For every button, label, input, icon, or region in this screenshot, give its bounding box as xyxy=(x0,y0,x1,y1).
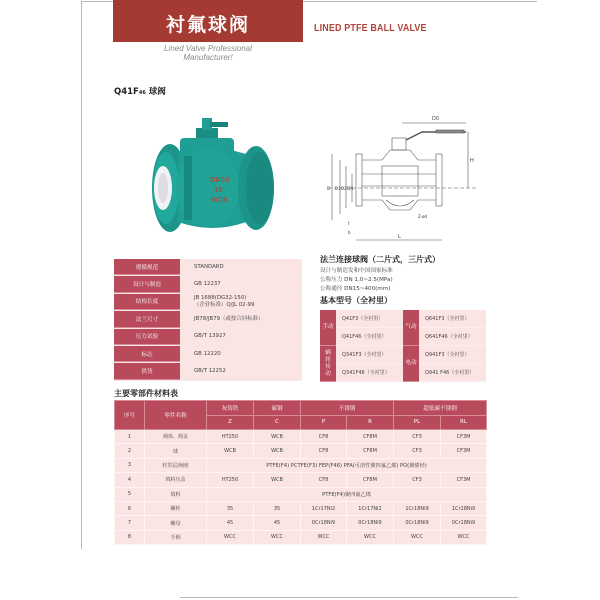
table-row xyxy=(115,444,487,458)
spec-value: GB 12220 xyxy=(180,346,302,362)
spec-row xyxy=(114,329,302,346)
cell: 35 xyxy=(254,501,301,515)
valve-photo xyxy=(118,110,298,250)
tagline-line-2: Manufacturer! xyxy=(183,53,233,62)
cell: CF3 xyxy=(394,444,441,458)
table-row xyxy=(115,487,487,501)
svg-text:D2: D2 xyxy=(341,186,347,191)
model-item: Q41F3（全衬里） xyxy=(336,310,403,328)
cell-no: 5 xyxy=(115,487,145,501)
cell: 0Cr18Ni9 xyxy=(347,516,394,530)
title-en: LINED PTFE BALL VALVE xyxy=(314,22,427,34)
cell: CF8M xyxy=(347,473,394,487)
cell-part: 阀体、阀盖 xyxy=(145,430,207,444)
cell: WCC xyxy=(394,530,441,544)
tagline-line-1: Lined Valve Professional xyxy=(164,44,252,53)
model-group-label: 手动 xyxy=(320,310,336,346)
cell: CF8 xyxy=(301,444,347,458)
cell: CF3 xyxy=(394,473,441,487)
spec-label: 设计与制造 xyxy=(114,276,180,292)
spec-value: JB78/JB79（或按合同标准） xyxy=(180,311,302,327)
model-group-label: 气动 xyxy=(403,310,419,346)
materials-table xyxy=(114,400,487,545)
svg-text:D1: D1 xyxy=(335,186,341,191)
spec-value xyxy=(180,294,302,310)
svg-text:b: b xyxy=(348,230,351,235)
model-item: Q941 F46（全衬里） xyxy=(419,364,486,382)
table-row xyxy=(115,530,487,544)
cell: WCB xyxy=(254,444,301,458)
flange-title: 法兰连接球阀（二片式，三片式） xyxy=(320,255,440,264)
table-row xyxy=(115,501,487,515)
table-row xyxy=(115,473,487,487)
svg-text:WCB: WCB xyxy=(211,196,228,204)
spec-label: 标志 xyxy=(114,346,180,362)
spec-label: 压力试验 xyxy=(114,329,180,345)
cell: 0Cr18Ni9 xyxy=(301,516,347,530)
svg-text:Z-ød: Z-ød xyxy=(418,214,428,219)
cell: CF3M xyxy=(441,444,487,458)
cell-part: 螺栓 xyxy=(145,501,207,515)
code: C xyxy=(254,415,301,430)
cell: WCC xyxy=(441,530,487,544)
model-prefix: Q41F xyxy=(114,87,139,97)
cell: WCB xyxy=(254,473,301,487)
spec-value: GB/T 13927 xyxy=(180,329,302,345)
cell: CF8 xyxy=(301,473,347,487)
cell-part: 球 xyxy=(145,444,207,458)
cell-part: 填料压盖 xyxy=(145,473,207,487)
model-suffix: 球阀 xyxy=(145,87,166,97)
spec-table xyxy=(114,259,302,381)
cell-part: 衬里层/阀座 xyxy=(145,458,207,472)
spec-row xyxy=(114,276,302,293)
model-item: Q341F3（全衬里） xyxy=(336,346,403,364)
header-no: 序号 xyxy=(115,401,145,430)
cell: 45 xyxy=(254,516,301,530)
spec-row xyxy=(114,311,302,328)
cell: CF3 xyxy=(394,430,441,444)
spec-value: GB 12237 xyxy=(180,276,302,292)
table-row xyxy=(115,516,487,530)
crop-mark-bottom xyxy=(180,597,518,598)
cell-no: 1 xyxy=(115,430,145,444)
tagline xyxy=(113,44,303,62)
materials-header-row xyxy=(115,401,487,416)
code: Z xyxy=(207,415,254,430)
cell-span: PTFE(F4) PCTFE(F3) FEP(F46) PFA(可溶性聚四氟乙烯) PO(聚烯烃) xyxy=(207,458,487,472)
svg-text:L: L xyxy=(398,234,401,240)
cell: WCB xyxy=(207,444,254,458)
header-gray-iron: 灰铸铁 xyxy=(207,401,254,416)
crop-mark-left xyxy=(81,1,82,549)
cell: 1Cr18Ni9 xyxy=(394,501,441,515)
code: RL xyxy=(441,415,487,430)
code: R xyxy=(347,415,394,430)
model-item: Q641F3（全衬里） xyxy=(419,310,486,328)
spec-row xyxy=(114,294,302,311)
spec-label: 结构长度 xyxy=(114,294,180,310)
cell: 0Cr18Ni9 xyxy=(394,516,441,530)
spec-row xyxy=(114,346,302,363)
code: PL xyxy=(394,415,441,430)
cell: WCC xyxy=(301,530,347,544)
svg-text:f: f xyxy=(348,221,350,226)
materials-title: 主要零部件材料表 xyxy=(114,389,178,398)
cell: 0Cr18Ni9 xyxy=(441,516,487,530)
code: P xyxy=(301,415,347,430)
title-banner xyxy=(113,0,303,42)
header-stainless: 不锈钢 xyxy=(301,401,394,416)
header-ultra-low-carbon: 超低碳不锈钢 xyxy=(394,401,487,416)
table-row xyxy=(115,458,487,472)
spec-value: STANDARD xyxy=(180,259,302,275)
spec-row xyxy=(114,363,302,380)
cell: 35 xyxy=(207,501,254,515)
svg-text:D0: D0 xyxy=(432,116,440,122)
spec-label: 供货 xyxy=(114,363,180,379)
cell: CF8 xyxy=(301,430,347,444)
svg-text:D: D xyxy=(327,186,331,191)
svg-text:DN: DN xyxy=(347,186,354,191)
cell: WCC xyxy=(254,530,301,544)
cell-no: 2 xyxy=(115,444,145,458)
svg-text:16: 16 xyxy=(214,186,223,194)
cell-span: PTFE(F4)聚四氟乙烯 xyxy=(207,487,487,501)
header-carbon-steel: 碳钢 xyxy=(254,401,301,416)
cell-part: 填料 xyxy=(145,487,207,501)
cell: CF8M xyxy=(347,444,394,458)
basic-models-title: 基本型号（全衬里） xyxy=(320,296,392,305)
model-sub: 46 xyxy=(138,90,146,96)
cell: WCC xyxy=(347,530,394,544)
flange-line-2: 公称压力 DN 1.0~2.5(MPa) xyxy=(320,277,393,283)
spec-label: 遵循规范 xyxy=(114,259,180,275)
spec-value-line2: （企业标准）Q/JL 02-99 xyxy=(194,301,255,308)
cell: 1Cr17Ni2 xyxy=(347,501,394,515)
model-group-label: 电动 xyxy=(403,346,419,382)
cell: 1Cr18Ni9 xyxy=(441,501,487,515)
cell-part: 螺母 xyxy=(145,516,207,530)
spec-value: GB/T 12252 xyxy=(180,363,302,379)
table-row xyxy=(115,430,487,444)
cell-no: 6 xyxy=(115,501,145,515)
cell: WCB xyxy=(254,430,301,444)
model-title xyxy=(114,85,166,97)
spec-label: 法兰尺寸 xyxy=(114,311,180,327)
cell-no: 3 xyxy=(115,458,145,472)
header-part: 零件名称 xyxy=(145,401,207,430)
cell: HT250 xyxy=(207,473,254,487)
cell: 1Cr17Ni2 xyxy=(301,501,347,515)
flange-line-1: 设计与制造发和中国国家标准 xyxy=(320,268,393,274)
cell: CF3M xyxy=(441,430,487,444)
spec-value-line1: JB 1688(DG32-150) xyxy=(194,294,247,301)
model-item: Q41F46（全衬里） xyxy=(336,328,403,346)
cell: CF3M xyxy=(441,473,487,487)
cell-no: 8 xyxy=(115,530,145,544)
basic-models-table xyxy=(320,310,486,382)
svg-text:DN50: DN50 xyxy=(210,176,230,184)
cell: HT250 xyxy=(207,430,254,444)
model-item: Q941F3（全衬里） xyxy=(419,346,486,364)
svg-text:H: H xyxy=(470,158,474,164)
cell: WCC xyxy=(207,530,254,544)
cell: 45 xyxy=(207,516,254,530)
model-group-label: 蜗轮传动 xyxy=(320,346,336,382)
spec-row xyxy=(114,259,302,276)
title-cn: 衬氟球阀 xyxy=(165,13,250,36)
cell-part: 手柄 xyxy=(145,530,207,544)
cell: CF8M xyxy=(347,430,394,444)
model-item: Q641F46（全衬里） xyxy=(419,328,486,346)
flange-line-3: 公称通径 DN15~400(mm) xyxy=(320,286,391,292)
model-item: Q341F46（全衬里） xyxy=(336,364,403,382)
cell-no: 7 xyxy=(115,516,145,530)
cell-no: 4 xyxy=(115,473,145,487)
valve-dimension-drawing xyxy=(318,108,500,250)
